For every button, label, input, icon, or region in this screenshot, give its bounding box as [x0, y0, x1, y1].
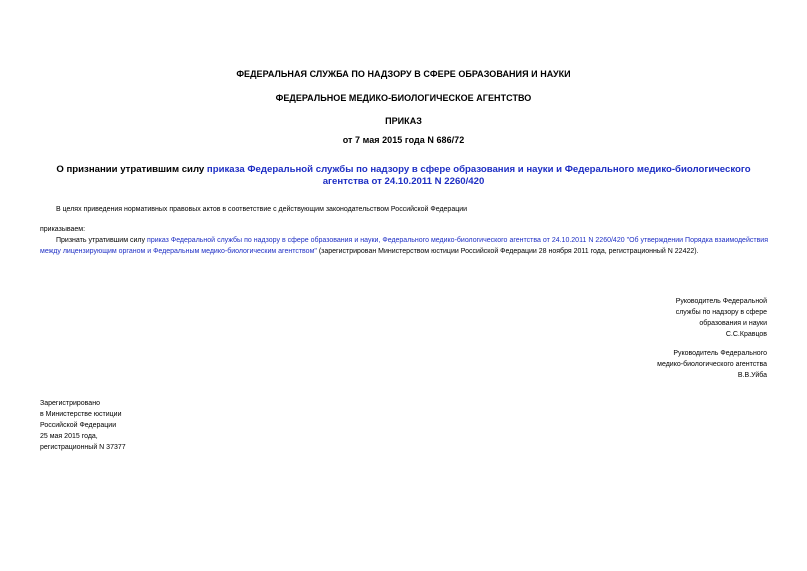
registration-line: Российской Федерации — [40, 422, 117, 429]
signature-name: С.С.Кравцов — [725, 331, 767, 338]
signature-line: Руководитель Федерального — [673, 350, 767, 357]
signature-block-1 — [676, 296, 767, 340]
signature-line: образования и науки — [699, 320, 767, 327]
paragraph-suffix: (зарегистрирован Министерством юстиции Российской Федерации 28 ноября 2011 года, регистрационный N 22422). — [316, 248, 699, 255]
registration-block — [40, 398, 126, 453]
document-date-number: от 7 мая 2015 года N 686/72 — [342, 135, 465, 145]
signature-line: Руководитель Федеральной — [675, 298, 767, 305]
signature-name: В.В.Уйба — [737, 372, 767, 379]
signature-block-2 — [657, 348, 767, 381]
signature-line: медико-биологического агентства — [657, 361, 767, 368]
paragraph-link[interactable]: приказ Федеральной службы по надзору в сфере образования и науки, Федерального медико-биологического агентства от 24.10.2011 N 2260/420 "Об утверждении Порядка взаимодействия между лицензирующим органом и Федеральным медико-биологическим агентством" — [40, 237, 768, 255]
org-name-1: ФЕДЕРАЛЬНАЯ СЛУЖБА ПО НАДЗОРУ В СФЕРЕ ОБРАЗОВАНИЯ И НАУКИ — [236, 69, 571, 79]
registration-line: регистрационный N 37377 — [40, 444, 126, 451]
document-title — [40, 164, 767, 188]
order-word: приказываем: — [40, 226, 86, 233]
order-paragraph — [40, 235, 768, 257]
paragraph-prefix: Признать утратившим силу — [56, 237, 148, 244]
signature-line: службы по надзору в сфере — [675, 309, 767, 316]
org-name-2: ФЕДЕРАЛЬНОЕ МЕДИКО-БИОЛОГИЧЕСКОЕ АГЕНТСТВО — [275, 93, 532, 103]
preamble-text: В целях приведения нормативных правовых актов в соответствие с действующим законодательством Российской Федерации — [56, 206, 468, 213]
registration-line: 25 мая 2015 года, — [40, 433, 98, 440]
registration-line: Зарегистрировано — [40, 400, 100, 407]
registration-line: в Министерстве юстиции — [40, 411, 122, 418]
title-link[interactable]: приказа Федеральной службы по надзору в сфере образования и науки и Федерального медико-биологического агентства от 24.10.2011 N 2260/420 — [206, 164, 751, 187]
document-type: ПРИКАЗ — [385, 116, 422, 126]
title-prefix: О признании утратившим силу — [56, 164, 207, 175]
